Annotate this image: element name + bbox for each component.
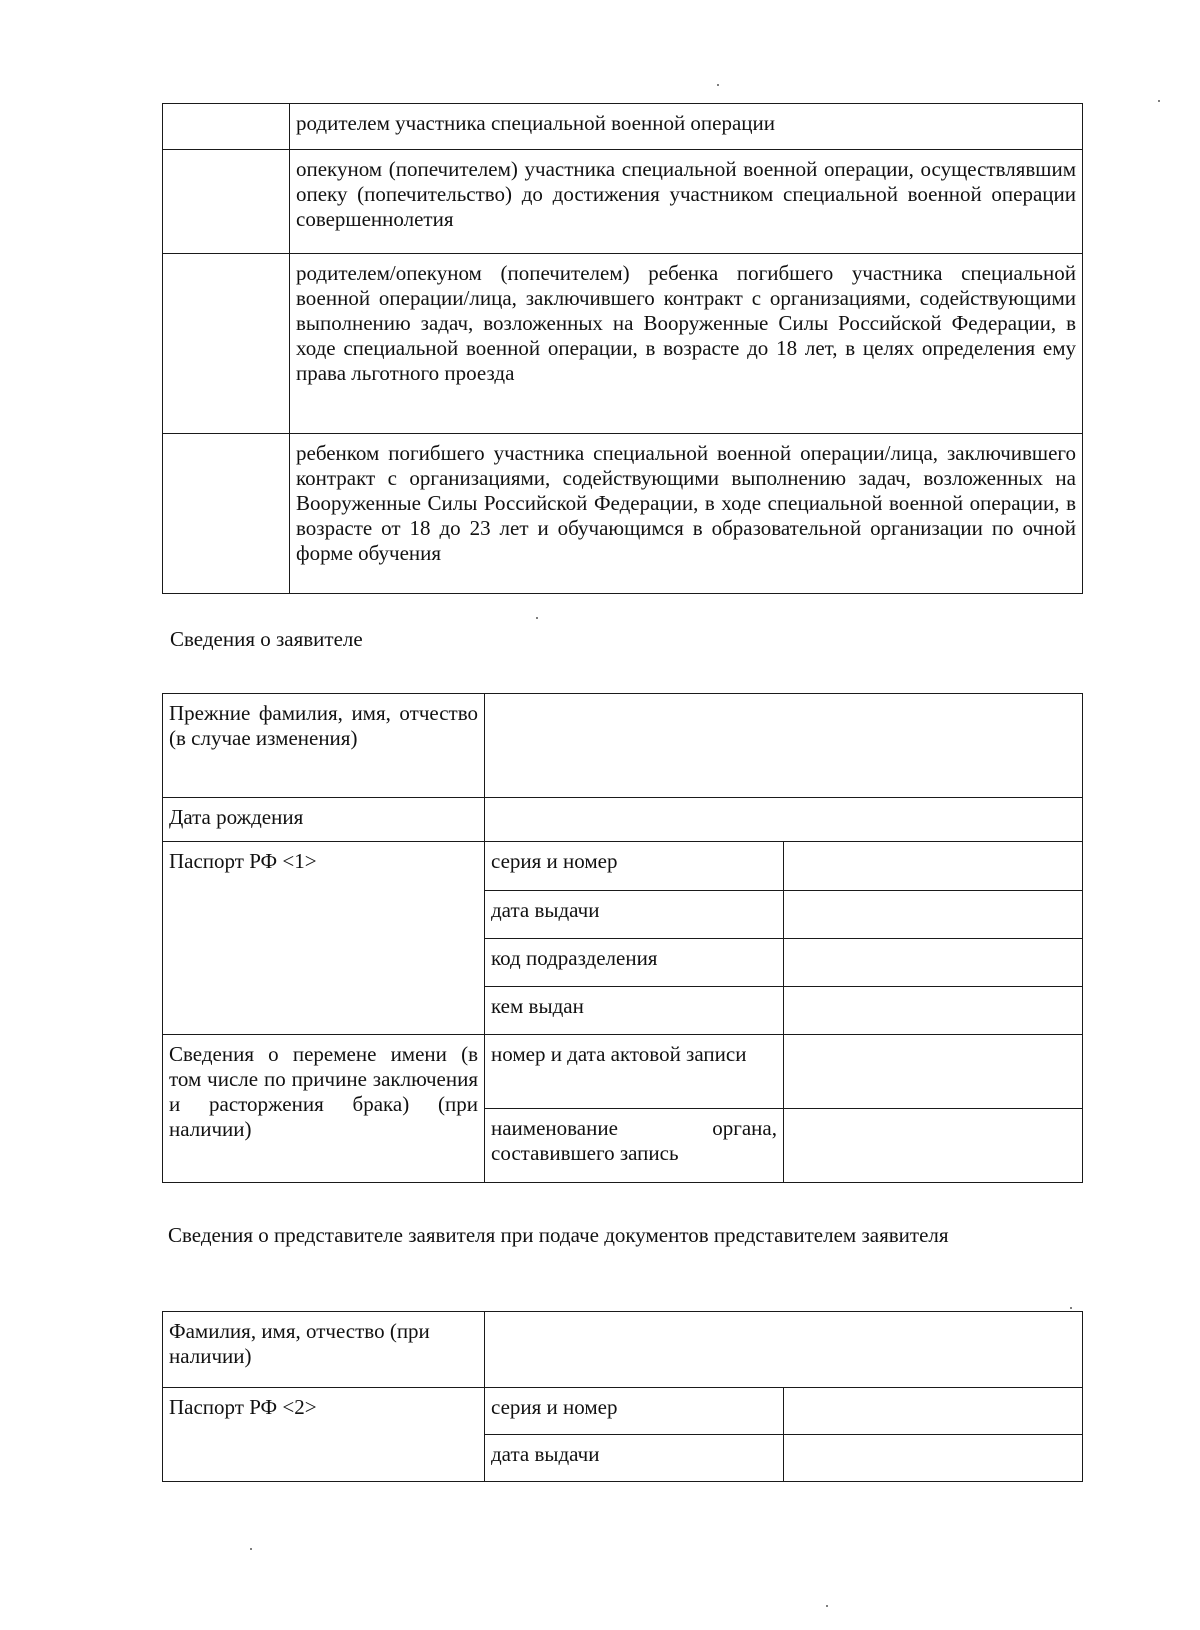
status-option-text: опекуном (попечителем) участника специальной военной операции, осуществлявшим опеку (попечительство) до достижения участником специальной военной операции совершеннолетия (290, 150, 1083, 254)
birth-date-field[interactable] (485, 798, 1083, 842)
applicant-section-title: Сведения о заявителе (170, 627, 363, 651)
scan-speck (826, 1605, 828, 1607)
passport-division-code-field[interactable] (784, 939, 1083, 987)
rep-passport-series-field[interactable] (784, 1388, 1083, 1435)
name-change-field-label: наименование органа, составившего запись (485, 1109, 784, 1183)
registry-authority-field[interactable] (784, 1109, 1083, 1183)
rep-full-name-field[interactable] (485, 1312, 1083, 1388)
passport-field-label: дата выдачи (485, 891, 784, 939)
passport-label: Паспорт РФ <1> (163, 842, 485, 1035)
representative-section-title: Сведения о представителе заявителя при подаче документов представителем заявителя (168, 1223, 949, 1247)
passport-field-label: код подразделения (485, 939, 784, 987)
scan-speck (250, 1548, 252, 1550)
status-option-text: родителем участника специальной военной операции (290, 104, 1083, 150)
scan-speck (717, 84, 719, 86)
scan-speck (1158, 100, 1160, 102)
scan-speck (536, 617, 538, 619)
rep-passport-label: Паспорт РФ <2> (163, 1388, 485, 1482)
passport-issue-date-field[interactable] (784, 891, 1083, 939)
applicant-table (162, 693, 1083, 1183)
passport-series-field[interactable] (784, 842, 1083, 891)
status-checkbox-cell[interactable] (163, 434, 290, 594)
prev-name-field[interactable] (485, 694, 1083, 798)
rep-passport-issue-date-field[interactable] (784, 1435, 1083, 1482)
scan-speck (1070, 1307, 1072, 1309)
status-checkbox-cell[interactable] (163, 150, 290, 254)
status-checkbox-cell[interactable] (163, 254, 290, 434)
status-option-text: ребенком погибшего участника специальной военной операции/лица, заключившего контракт с организациями, содействующими выполнению задач, возложенных на Вооруженные Силы Российской Федерации, в ходе специальной военной операции, в возрасте от 18 до 23 лет и обучающимся в образовательной организации по очной форме обучения (290, 434, 1083, 594)
name-change-label: Сведения о перемене имени (в том числе по причине заключения и расторжения брака) (при наличии) (163, 1035, 485, 1183)
passport-field-label: серия и номер (485, 842, 784, 891)
status-table (162, 103, 1083, 594)
representative-table (162, 1311, 1083, 1482)
status-option-text: родителем/опекуном (попечителем) ребенка погибшего участника специальной военной операции/лица, заключившего контракт с организациями, содействующими выполнению задач, возложенных на Вооруженные Силы Российской Федерации, в ходе специальной военной операции, в возрасте до 18 лет, в целях определения ему права льготного проезда (290, 254, 1083, 434)
birth-date-label: Дата рождения (163, 798, 485, 842)
act-record-field[interactable] (784, 1035, 1083, 1109)
passport-field-label: кем выдан (485, 987, 784, 1035)
prev-name-label: Прежние фамилия, имя, отчество (в случае изменения) (163, 694, 485, 798)
rep-passport-field-label: дата выдачи (485, 1435, 784, 1482)
name-change-field-label: номер и дата актовой записи (485, 1035, 784, 1109)
rep-passport-field-label: серия и номер (485, 1388, 784, 1435)
passport-issued-by-field[interactable] (784, 987, 1083, 1035)
rep-full-name-label: Фамилия, имя, отчество (при наличии) (163, 1312, 485, 1388)
status-checkbox-cell[interactable] (163, 104, 290, 150)
